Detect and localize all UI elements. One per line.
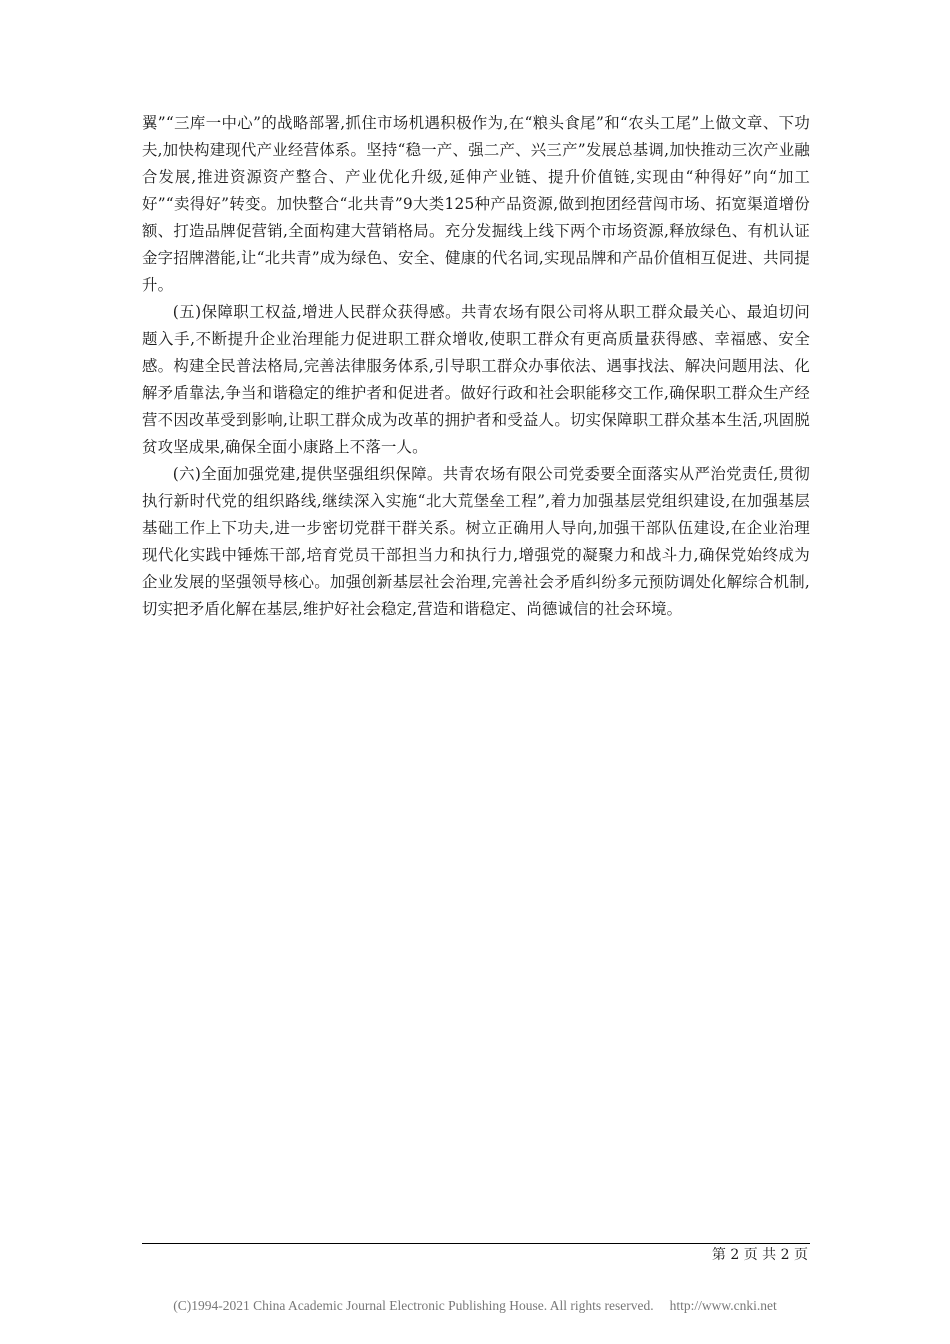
document-body [142, 110, 810, 623]
cnki-url: http://www.cnki.net [669, 1298, 777, 1313]
paragraph-section-5: (五)保障职工权益,增进人民群众获得感。共青农场有限公司将从职工群众最关心、最迫切问题入手,不断提升企业治理能力促进职工群众增收,使职工群众有更高质量获得感、幸福感、安全感。构建全民普法格局,完善法律服务体系,引导职工群众办事依法、遇事找法、解决问题用法、化解矛盾靠法,争当和谐稳定的维护者和促进者。做好行政和社会职能移交工作,确保职工群众生产经营不因改革受到影响,让职工群众成为改革的拥护者和受益人。切实保障职工群众基本生活,巩固脱贫攻坚成果,确保全面小康路上不落一人。 [142, 303, 810, 456]
page-number: 第 2 页 共 2 页 [711, 1247, 808, 1263]
footer-divider [142, 1243, 810, 1244]
copyright-watermark [0, 1298, 950, 1314]
paragraph-continued: 翼”“三库一中心”的战略部署,抓住市场机遇积极作为,在“粮头食尾”和“农头工尾”上做文章、下功夫,加快构建现代产业经营体系。坚持“稳一产、强二产、兴三产”发展总基调,加快推动三次产业融合发展,推进资源资产整合、产业优化升级,延伸产业链、提升价值链,实现由“种得好”向“加工好”“卖得好”转变。加快整合“北共青”9大类125种产品资源,做到抱团经营闯市场、拓宽渠道增份额、打造品牌促营销,全面构建大营销格局。充分发掘线上线下两个市场资源,释放绿色、有机认证金字招牌潜能,让“北共青”成为绿色、安全、健康的代名词,实现品牌和产品价值相互促进、共同提升。 [142, 114, 810, 294]
paragraph-section-6: (六)全面加强党建,提供坚强组织保障。共青农场有限公司党委要全面落实从严治党责任,贯彻执行新时代党的组织路线,继续深入实施“北大荒堡垒工程”,着力加强基层党组织建设,在加强基层基础工作上下功夫,进一步密切党群干群关系。树立正确用人导向,加强干部队伍建设,在企业治理现代化实践中锤炼干部,培育党员干部担当力和执行力,增强党的凝聚力和战斗力,确保党始终成为企业发展的坚强领导核心。加强创新基层社会治理,完善社会矛盾纠纷多元预防调处化解综合机制,切实把矛盾化解在基层,维护好社会稳定,营造和谐稳定、尚德诚信的社会环境。 [142, 465, 810, 618]
copyright-text: (C)1994-2021 China Academic Journal Electronic Publishing House. All rights reserved. [173, 1298, 654, 1313]
